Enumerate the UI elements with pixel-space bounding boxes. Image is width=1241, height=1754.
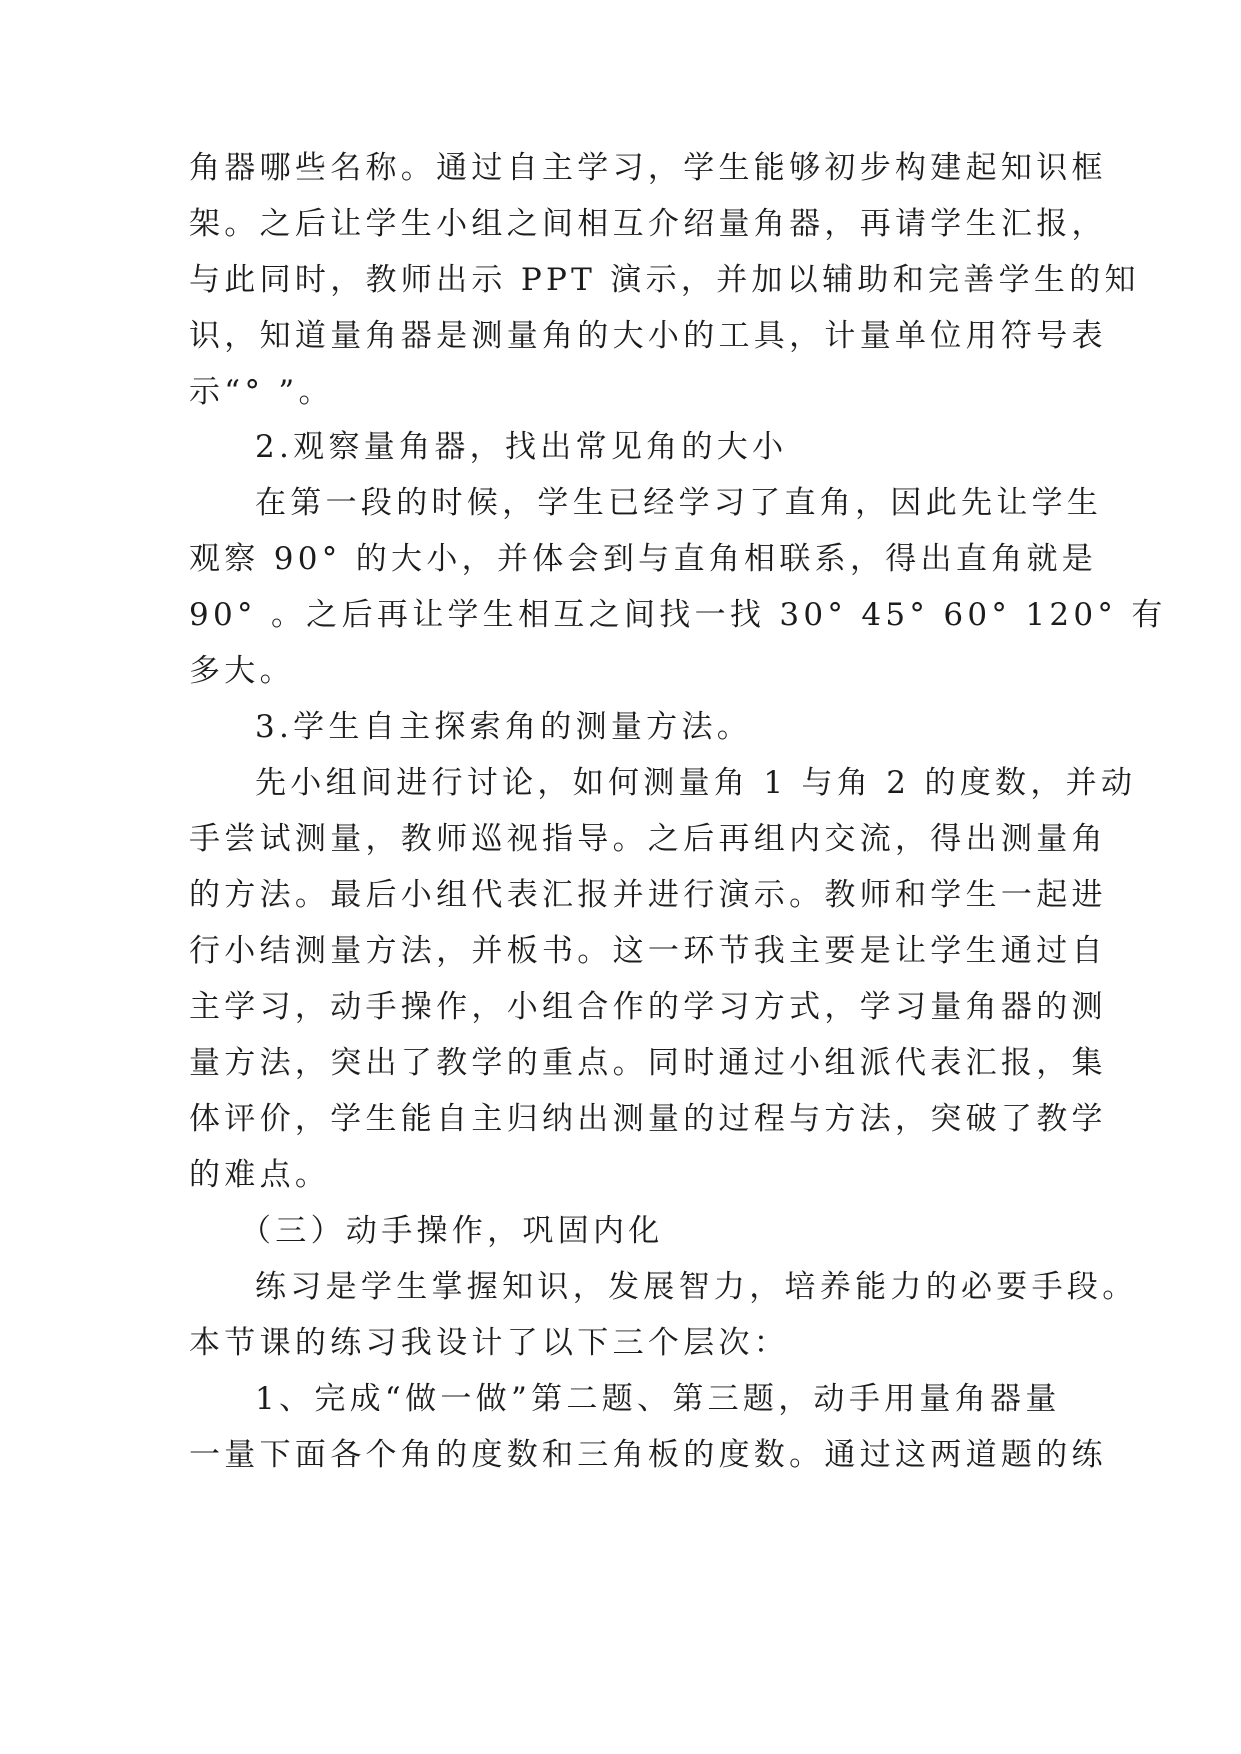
text-line: 1、完成“做一做”第二题、第三题，动手用量角器量	[255, 1381, 1061, 1417]
text-line: 在第一段的时候，学生已经学习了直角，因此先让学生	[255, 485, 1103, 521]
section-heading: 2.观察量角器，找出常见角的大小	[255, 429, 788, 465]
text-line: 主学习，动手操作，小组合作的学习方式，学习量角器的测	[189, 989, 1107, 1025]
text-line: 观察 90° 的大小，并体会到与直角相联系，得出直角就是	[189, 541, 1098, 577]
text-line: 练习是学生掌握知识，发展智力，培养能力的必要手段。	[255, 1269, 1138, 1305]
text-line: 识，知道量角器是测量角的大小的工具，计量单位用符号表	[189, 318, 1107, 354]
text-line: 量方法，突出了教学的重点。同时通过小组派代表汇报，集	[189, 1045, 1107, 1081]
text-line: 多大。	[189, 653, 295, 689]
text-line: 架。之后让学生小组之间相互介绍量角器，再请学生汇报，	[189, 206, 1107, 242]
text-line: 一量下面各个角的度数和三角板的度数。通过这两道题的练	[189, 1437, 1107, 1473]
text-line: 行小结测量方法，并板书。这一环节我主要是让学生通过自	[189, 933, 1107, 969]
text-line: 本节课的练习我设计了以下三个层次：	[189, 1325, 790, 1361]
text-line: 角器哪些名称。通过自主学习，学生能够初步构建起知识框	[189, 150, 1107, 186]
text-line: 的方法。最后小组代表汇报并进行演示。教师和学生一起进	[189, 877, 1107, 913]
section-heading: 3.学生自主探索角的测量方法。	[255, 709, 753, 745]
text-line: 与此同时，教师出示 PPT 演示，并加以辅助和完善学生的知	[189, 262, 1140, 298]
text-line: 90° 。之后再让学生相互之间找一找 30° 45° 60° 120° 有	[189, 597, 1167, 633]
text-line: 示“° ”。	[189, 374, 334, 410]
text-line: 先小组间进行讨论，如何测量角 1 与角 2 的度数，并动	[255, 765, 1137, 801]
text-line: 的难点。	[189, 1157, 331, 1193]
text-line: 体评价，学生能自主归纳出测量的过程与方法，突破了教学	[189, 1101, 1107, 1137]
text-line: 手尝试测量，教师巡视指导。之后再组内交流，得出测量角	[189, 821, 1107, 857]
section-heading: （三）动手操作，巩固内化	[240, 1213, 664, 1249]
